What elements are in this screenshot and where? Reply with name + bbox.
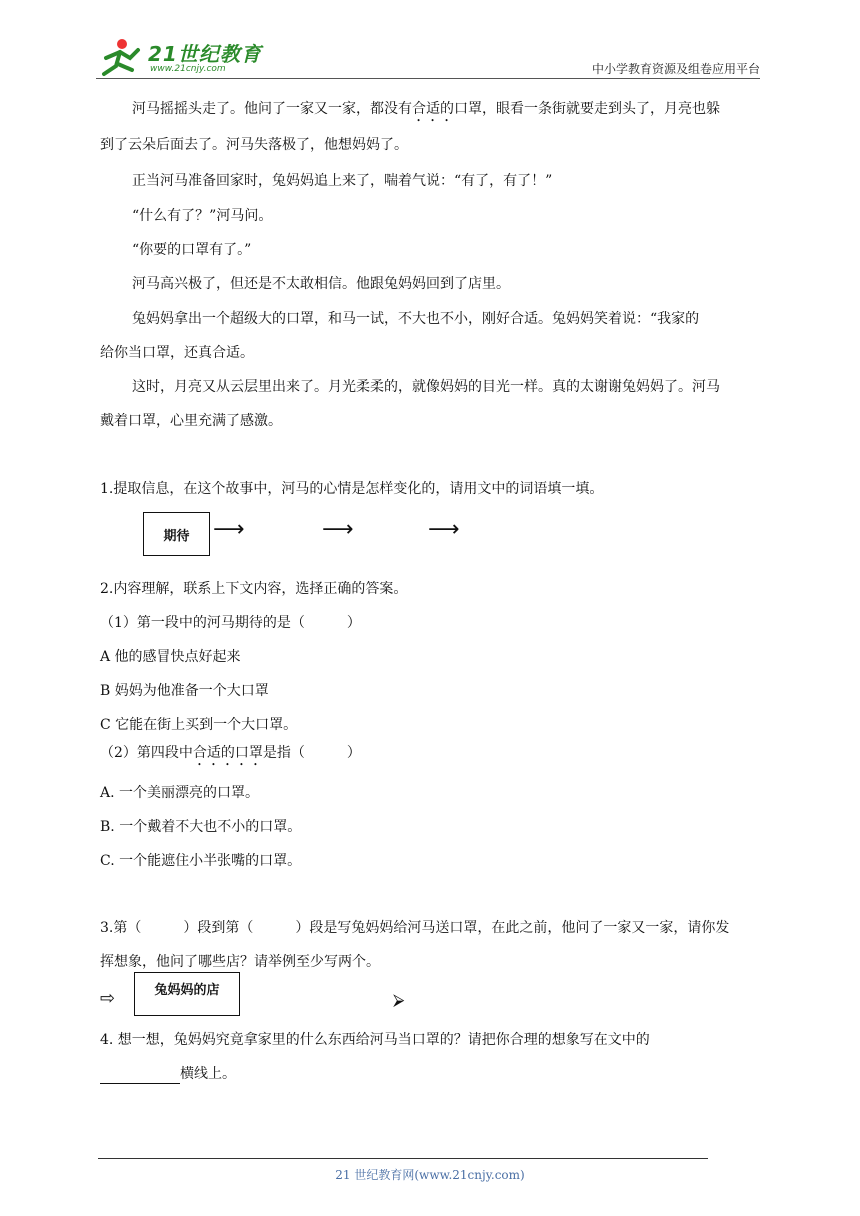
story-paragraph-1: 河马摇摇头走了。他问了一家又一家，都没有合适的口罩，眼看一条街就要走到头了，月亮也躲: [132, 101, 720, 117]
logo-text: 21世纪教育: [148, 42, 262, 66]
header-platform-name: 中小学教育资源及组卷应用平台: [591, 62, 760, 76]
question-2-sub-1: （1）第一段中的河马期待的是（ ）: [100, 615, 361, 631]
story-paragraph-7-cont: 戴着口罩，心里充满了感激。: [100, 413, 282, 429]
mood-box-label: 期待: [163, 528, 190, 544]
story-paragraph-7: 这时，月亮又从云层里出来了。月光柔柔的，就像妈妈的目光一样。真的太谢谢兔妈妈了。河马: [132, 379, 720, 395]
shop-box-label: 兔妈妈的店: [154, 983, 220, 998]
question-1-text: 1.提取信息，在这个故事中，河马的心情是怎样变化的，请用文中的词语填一填。: [100, 481, 604, 497]
arrow-icon: ⟶: [322, 517, 354, 542]
question-3-text: 3.第（ ）段到第（ ）段是写兔妈妈给河马送口罩，在此之前，他问了一家又一家，请你发: [100, 920, 730, 936]
question-3-text-cont: 挥想象，他问了哪些店？请举例至少写两个。: [100, 954, 380, 970]
footer-site: 21 世纪教育网(www.21cnjy.com): [335, 1168, 525, 1182]
question-4-text-cont: 横线上。: [100, 1064, 236, 1084]
question-2-text: 2.内容理解，联系上下文内容，选择正确的答案。: [100, 581, 408, 597]
option-2b: B. 一个戴着不大也不小的口罩。: [100, 819, 302, 835]
story-paragraph-6-cont: 给你当口罩，还真合适。: [100, 345, 254, 361]
shop-box-rabbit-mom: [134, 972, 240, 1016]
hollow-arrow-icon: ⮚: [393, 990, 405, 1009]
story-paragraph-1-cont: 到了云朵后面去了。河马失落极了，他想妈妈了。: [100, 137, 408, 153]
mood-box-expect: [143, 512, 210, 556]
header-divider: [96, 78, 760, 79]
footer-divider: [98, 1158, 708, 1159]
story-paragraph-6: 兔妈妈拿出一个超级大的口罩，和马一试，不大也不小，刚好合适。兔妈妈笑着说：“我家的: [132, 311, 700, 327]
option-1a: A 他的感冒快点好起来: [100, 649, 241, 665]
question-2-sub-2: （2）第四段中合适的口罩是指（ ）: [100, 745, 361, 761]
story-paragraph-4: “你要的口罩有了。”: [132, 242, 252, 258]
option-2c: C. 一个能遮住小半张嘴的口罩。: [100, 853, 302, 869]
option-1c: C 它能在街上买到一个大口罩。: [100, 717, 298, 733]
hollow-arrow-icon: ⇨: [100, 988, 116, 1009]
arrow-icon: ⟶: [428, 517, 460, 542]
answer-blank-line: [100, 1069, 180, 1084]
story-paragraph-3: “什么有了？”河马问。: [132, 208, 273, 224]
story-paragraph-5: 河马高兴极了，但还是不太敢相信。他跟兔妈妈回到了店里。: [132, 276, 510, 292]
option-1b: B 妈妈为他准备一个大口罩: [100, 683, 269, 699]
option-2a: A. 一个美丽漂亮的口罩。: [100, 785, 260, 801]
arrow-icon: ⟶: [213, 517, 245, 542]
logo-url: www.21cnjy.com: [150, 64, 226, 74]
question-4-text: 4. 想一想，兔妈妈究竟拿家里的什么东西给河马当口罩的？请把你合理的想象写在文中的: [100, 1032, 650, 1048]
story-paragraph-2: 正当河马准备回家时，兔妈妈追上来了，喘着气说：“有了，有了！”: [132, 173, 553, 189]
